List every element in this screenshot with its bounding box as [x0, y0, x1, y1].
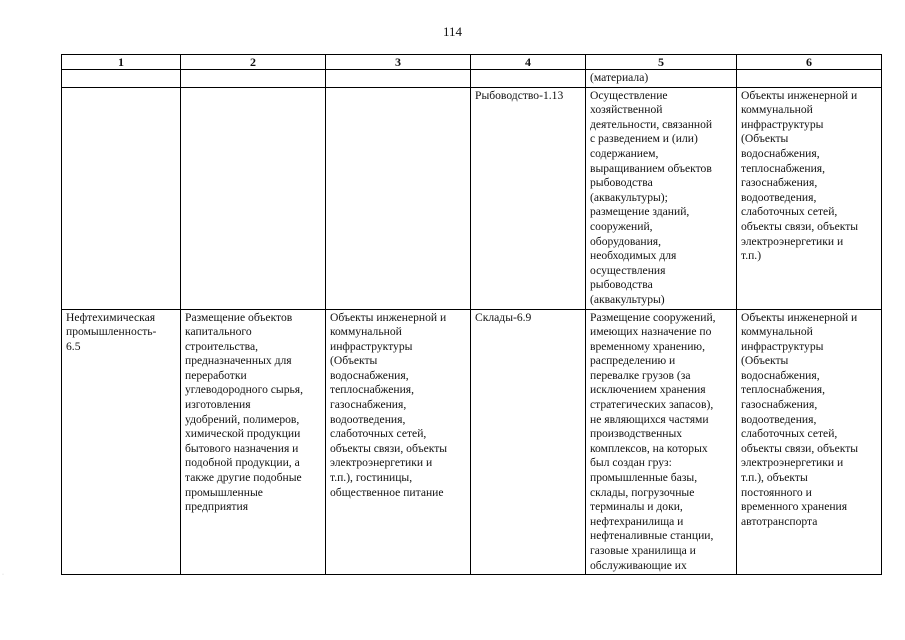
cell-text-line: размещение зданий, — [590, 205, 690, 219]
cell-text-line: т.п.), гостиницы, — [330, 471, 413, 485]
cell-text-line: хозяйственной — [590, 103, 663, 117]
cell-text-line: (Объекты — [741, 132, 789, 146]
cell-text-line: газоснабжения, — [330, 398, 407, 412]
table-cell-c5 — [586, 70, 737, 88]
cell-text-line: Рыбоводство-1.13 — [475, 88, 564, 102]
table-cell-c1 — [62, 87, 181, 309]
cell-text-line: слаботочных сетей, — [330, 427, 427, 441]
cell-text-line: осуществления — [590, 263, 666, 277]
column-header: 2 — [181, 55, 326, 70]
cell-text-line: 6.5 — [66, 339, 81, 353]
cell-text-line: газовые хранилища и — [590, 544, 696, 557]
cell-text-line: строительства, — [185, 339, 259, 353]
cell-text-line: водоснабжения, — [330, 368, 409, 382]
cell-text-line: постоянного и — [741, 485, 812, 499]
cell-text-line: коммунальной — [330, 325, 402, 339]
cell-text-line: оборудования, — [590, 234, 662, 248]
cell-text-line: водоотведения, — [741, 190, 817, 204]
column-header: 6 — [737, 55, 882, 70]
cell-text-line: промышленность- — [66, 325, 157, 339]
table-cell-c5 — [586, 309, 737, 575]
cell-text-line: электроэнергетики и — [330, 456, 433, 470]
cell-text-line: водоотведения, — [741, 412, 817, 426]
cell-text-line: водоснабжения, — [741, 368, 820, 382]
cell-text-line: слаботочных сетей, — [741, 205, 838, 219]
cell-text-line: необходимых для — [590, 249, 677, 263]
cell-text-line: Объекты инженерной и — [330, 310, 447, 324]
cell-text-line: электроэнергетики и — [741, 456, 844, 470]
cell-text-line: теплоснабжения, — [741, 161, 826, 175]
cell-text-line: т.п.) — [741, 249, 762, 263]
cell-text-line: электроэнергетики и — [741, 234, 844, 248]
cell-text-line: (материала) — [590, 71, 649, 84]
table-cell-c1 — [62, 309, 181, 575]
land-use-table — [61, 54, 882, 575]
cell-text-line: объекты связи, объекты — [741, 441, 859, 455]
cell-text-line: коммунальной — [741, 325, 813, 339]
page-number: 114 — [442, 24, 463, 39]
cell-text-line: Объекты инженерной и — [741, 310, 858, 324]
table-cell-c2 — [181, 309, 326, 575]
cell-text-line: инфраструктуры — [741, 339, 824, 353]
cell-text-line: Объекты инженерной и — [741, 88, 858, 102]
table-cell-c5 — [586, 87, 737, 309]
scan-edge-mark: · — [2, 572, 4, 578]
cell-text-line: Склады-6.9 — [475, 310, 532, 324]
cell-text-line: не являющихся частями — [590, 412, 709, 426]
cell-text-line: обслуживающие их — [590, 558, 687, 572]
cell-text-line: перевалке грузов (за — [590, 368, 691, 382]
cell-text-line: предприятия — [185, 500, 249, 514]
cell-text-line: слаботочных сетей, — [741, 427, 838, 441]
cell-text-line: переработки — [185, 368, 247, 382]
table-cell-c4 — [471, 70, 586, 88]
cell-text-line: изготовления — [185, 398, 251, 412]
cell-text-line: Осуществление — [590, 88, 668, 102]
cell-text-line: исключением хранения — [590, 383, 706, 397]
cell-text-line: с разведением и (или) — [590, 132, 698, 146]
cell-text-line: рыбоводства — [590, 278, 653, 292]
cell-text-line: сооружений, — [590, 219, 653, 233]
cell-text-line: промышленные — [185, 485, 263, 499]
column-header: 5 — [586, 55, 737, 70]
table-cell-c1 — [62, 70, 181, 88]
cell-text-line: коммунальной — [741, 103, 813, 117]
table-cell-c2 — [181, 87, 326, 309]
table-cell-c6 — [737, 87, 882, 309]
cell-text-line: нефтеналивные станции, — [590, 529, 714, 543]
cell-text-line: объекты связи, объекты — [741, 219, 859, 233]
table-cell-c6 — [737, 309, 882, 575]
cell-text-line: подобной продукции, а — [185, 456, 300, 470]
header-row — [62, 55, 882, 70]
cell-text-line: удобрений, полимеров, — [185, 412, 300, 426]
cell-text-line: временному хранению, — [590, 339, 705, 353]
cell-text-line: был создан груз: — [590, 456, 672, 470]
cell-text-line: также другие подобные — [185, 471, 302, 485]
table-row — [62, 87, 882, 309]
table-cell-c2 — [181, 70, 326, 88]
table-row — [62, 70, 882, 88]
column-header: 1 — [62, 55, 181, 70]
cell-text-line: капитального — [185, 325, 252, 339]
cell-text-line: (Объекты — [741, 354, 789, 368]
cell-text-line: выращиванием объектов — [590, 161, 712, 175]
cell-text-line: (аквакультуры) — [590, 292, 665, 306]
cell-text-line: теплоснабжения, — [741, 383, 826, 397]
cell-text-line: инфраструктуры — [330, 339, 413, 353]
cell-text-line: терминалы и доки, — [590, 500, 683, 514]
cell-text-line: общественное питание — [330, 485, 444, 499]
cell-text-line: распределению и — [590, 354, 676, 368]
table-cell-c4 — [471, 309, 586, 575]
table-cell-c3 — [326, 87, 471, 309]
cell-text-line: предназначенных для — [185, 354, 292, 368]
cell-text-line: промышленные базы, — [590, 471, 698, 485]
cell-text-line: временного хранения — [741, 500, 848, 514]
cell-text-line: инфраструктуры — [741, 117, 824, 131]
table-cell-c3 — [326, 309, 471, 575]
cell-text-line: стратегических запасов), — [590, 398, 714, 412]
cell-text-line: деятельности, связанной — [590, 117, 713, 131]
cell-text-line: нефтехранилища и — [590, 514, 684, 528]
cell-text-line: объекты связи, объекты — [330, 441, 448, 455]
cell-text-line: автотранспорта — [741, 514, 818, 528]
cell-text-line: химической продукции — [185, 427, 301, 441]
cell-text-line: бытового назначения и — [185, 441, 299, 455]
cell-text-line: теплоснабжения, — [330, 383, 415, 397]
cell-text-line: (аквакультуры); — [590, 190, 668, 204]
cell-text-line: рыбоводства — [590, 176, 653, 190]
table-cell-c4 — [471, 87, 586, 309]
table-cell-c6 — [737, 70, 882, 88]
cell-text-line: т.п.), объекты — [741, 471, 808, 485]
cell-text-line: углеводородного сырья, — [185, 383, 304, 397]
cell-text-line: склады, погрузочные — [590, 485, 695, 499]
cell-text-line: газоснабжения, — [741, 176, 818, 190]
table-cell-c3 — [326, 70, 471, 88]
table-row — [62, 309, 882, 575]
column-header: 3 — [326, 55, 471, 70]
cell-text-line: Нефтехимическая — [66, 310, 156, 324]
cell-text-line: производственных — [590, 427, 683, 441]
cell-text-line: газоснабжения, — [741, 398, 818, 412]
cell-text-line: водоснабжения, — [741, 146, 820, 160]
column-header: 4 — [471, 55, 586, 70]
cell-text-line: Размещение сооружений, — [590, 310, 716, 324]
cell-text-line: Размещение объектов — [185, 310, 293, 324]
cell-text-line: содержанием, — [590, 146, 659, 160]
cell-text-line: водоотведения, — [330, 412, 406, 426]
cell-text-line: имеющих назначение по — [590, 325, 712, 339]
cell-text-line: (Объекты — [330, 354, 378, 368]
cell-text-line: комплексов, на которых — [590, 441, 708, 455]
